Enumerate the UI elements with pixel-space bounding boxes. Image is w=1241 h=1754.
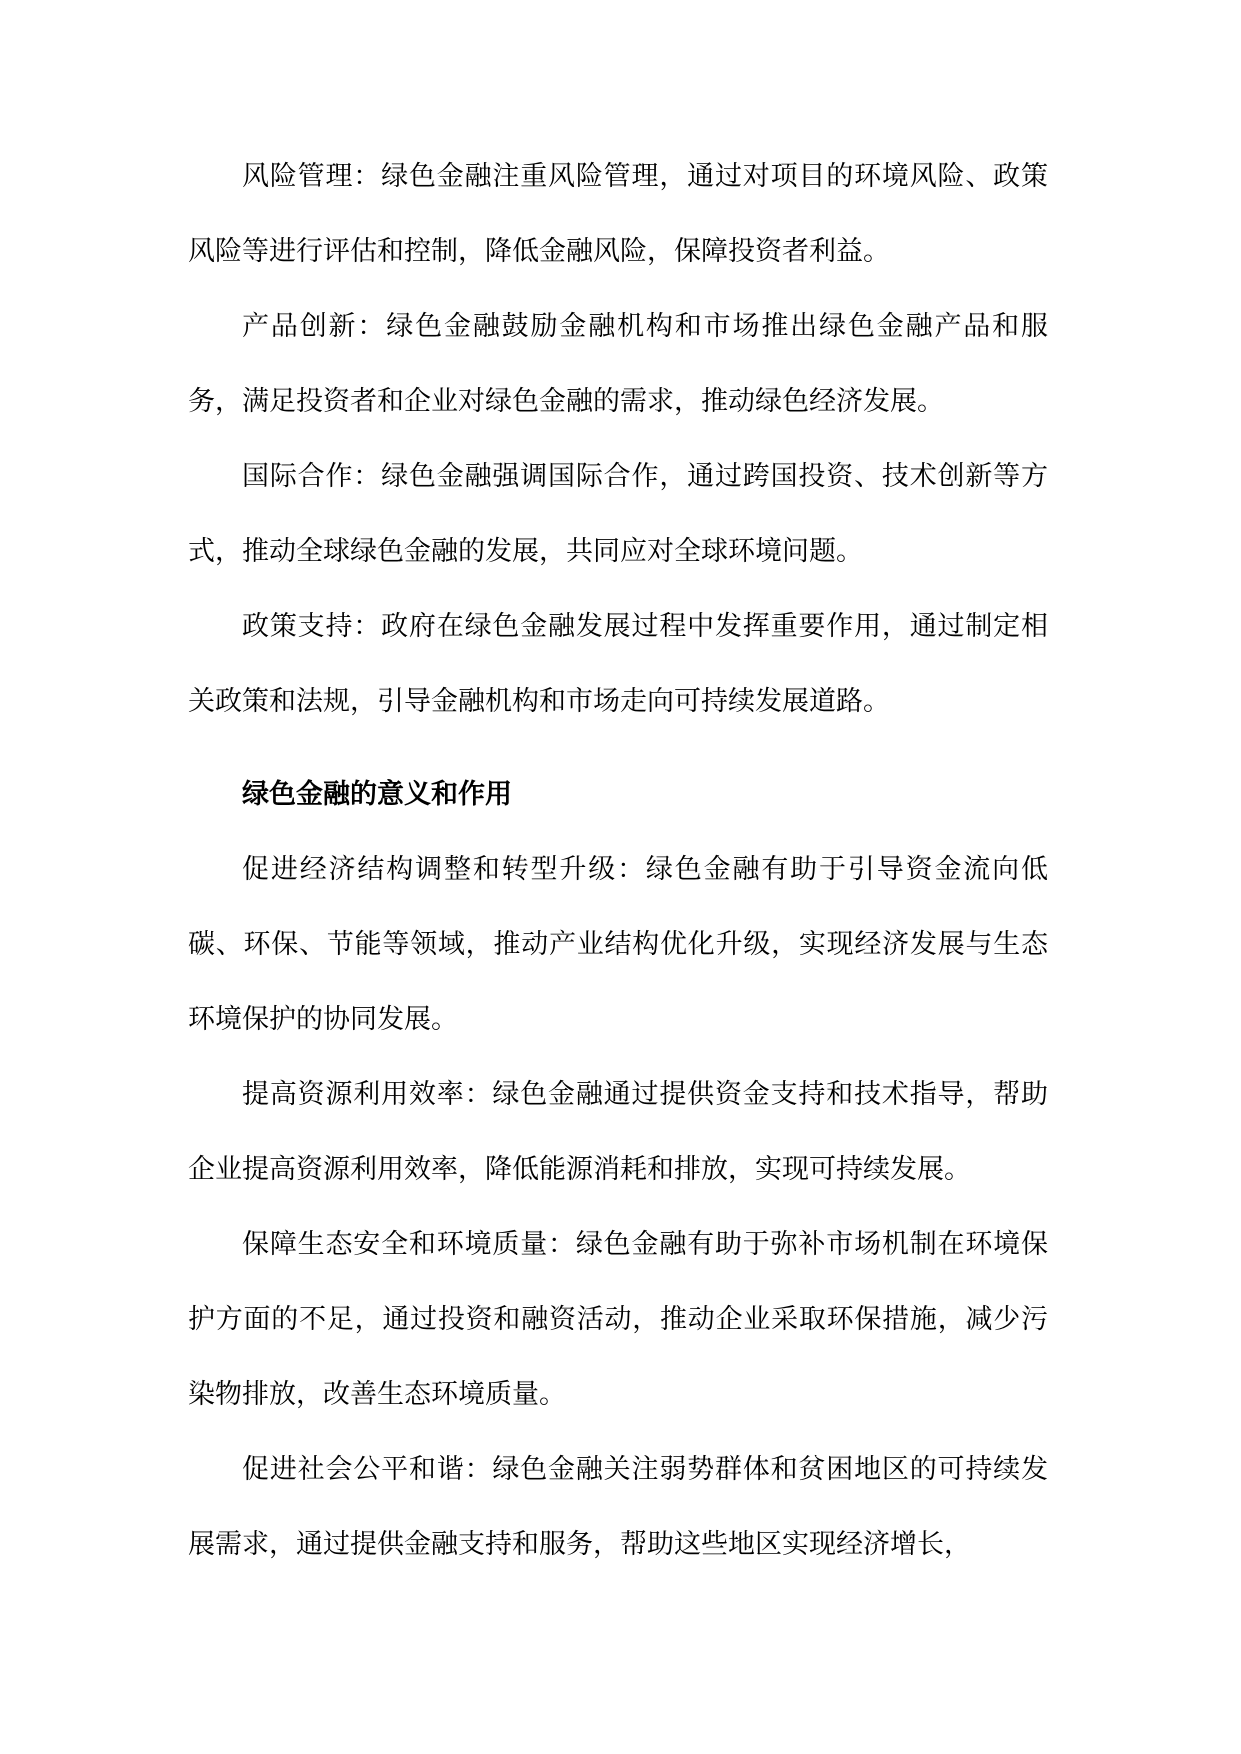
paragraph-social-equity: 促进社会公平和谐：绿色金融关注弱势群体和贫困地区的可持续发展需求，通过提供金融支持和服务，帮助这些地区实现经济增长， [188,1454,1048,1560]
paragraph-risk-management: 风险管理：绿色金融注重风险管理，通过对项目的环境风险、政策风险等进行评估和控制，降低金融风险，保障投资者利益。 [188,161,1048,267]
paragraph-product-innovation: 产品创新：绿色金融鼓励金融机构和市场推出绿色金融产品和服务，满足投资者和企业对绿色金融的需求，推动绿色经济发展。 [188,311,1048,417]
paragraph-ecological-security: 保障生态安全和环境质量：绿色金融有助于弥补市场机制在环境保护方面的不足，通过投资和融资活动，推动企业采取环保措施，减少污染物排放，改善生态环境质量。 [188,1229,1048,1410]
document-body [188,139,1048,1582]
paragraph-resource-efficiency: 提高资源利用效率：绿色金融通过提供资金支持和技术指导，帮助企业提高资源利用效率，降低能源消耗和排放，实现可持续发展。 [188,1079,1048,1185]
section-heading: 绿色金融的意义和作用 [242,779,512,810]
paragraph-policy-support: 政策支持：政府在绿色金融发展过程中发挥重要作用，通过制定相关政策和法规，引导金融机构和市场走向可持续发展道路。 [188,611,1048,717]
paragraph-economic-restructuring: 促进经济结构调整和转型升级：绿色金融有助于引导资金流向低碳、环保、节能等领域，推动产业结构优化升级，实现经济发展与生态环境保护的协同发展。 [188,854,1048,1035]
paragraph-international-cooperation: 国际合作：绿色金融强调国际合作，通过跨国投资、技术创新等方式，推动全球绿色金融的发展，共同应对全球环境问题。 [188,461,1048,567]
